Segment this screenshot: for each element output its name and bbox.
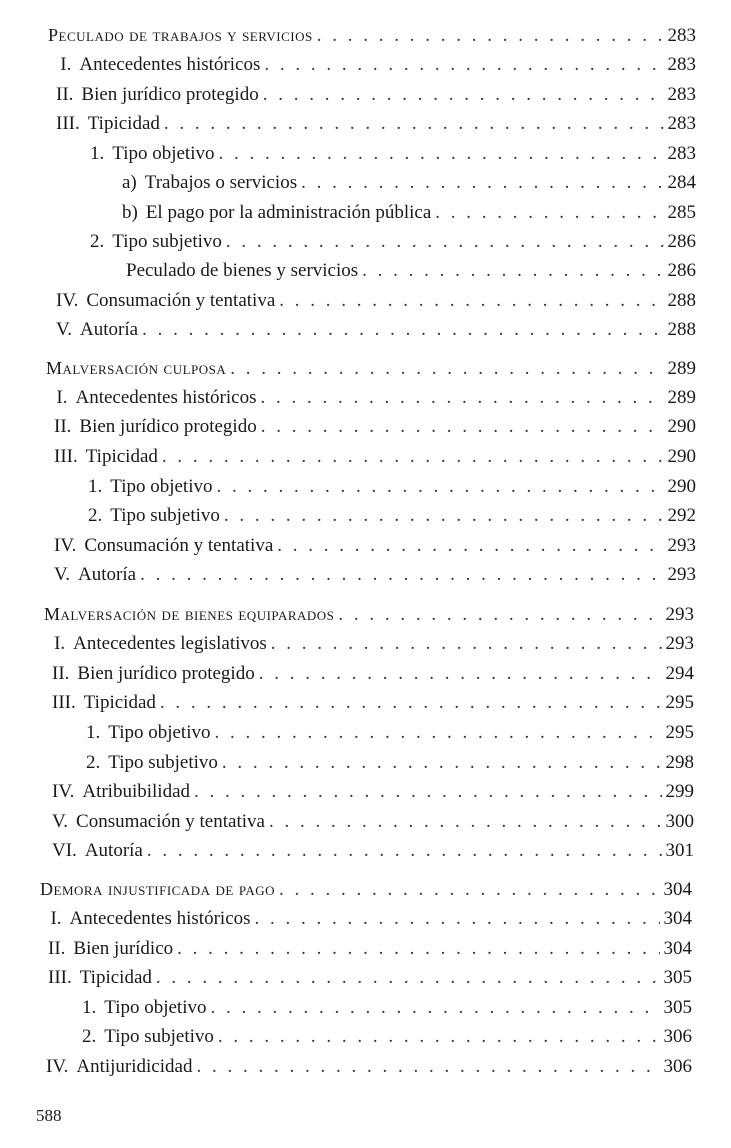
toc-entry-label: Bien jurídico protegido bbox=[81, 84, 259, 105]
toc-entry bbox=[88, 503, 696, 529]
toc-entry bbox=[56, 385, 696, 411]
toc-entry bbox=[90, 229, 696, 255]
dot-leader bbox=[215, 720, 662, 746]
toc-entry bbox=[48, 936, 692, 962]
toc-entry-number: IV. bbox=[54, 535, 77, 556]
toc-page-number: 283 bbox=[667, 84, 696, 105]
toc-page-number: 289 bbox=[667, 358, 696, 379]
toc-entry bbox=[46, 1054, 692, 1080]
toc-entry-number: 2. bbox=[86, 752, 101, 773]
dot-leader bbox=[317, 23, 664, 49]
dot-leader bbox=[162, 444, 664, 470]
toc-entry-label: Tipicidad bbox=[83, 692, 156, 713]
toc-section-heading bbox=[46, 355, 696, 381]
dot-leader bbox=[338, 602, 661, 628]
toc-page-number: 289 bbox=[667, 387, 696, 408]
toc-entry-number: II. bbox=[52, 663, 70, 684]
toc-entry-label: Malversación de bienes equiparados bbox=[44, 604, 335, 624]
toc-entry-number: V. bbox=[52, 811, 69, 832]
toc-entry bbox=[54, 631, 694, 657]
toc-entry-label: Tipo objetivo bbox=[104, 997, 207, 1018]
toc-entry bbox=[52, 690, 694, 716]
toc-entry-number: IV. bbox=[56, 290, 79, 311]
toc-page-number: 288 bbox=[667, 290, 696, 311]
toc-entry-label: Autoría bbox=[80, 319, 139, 340]
dot-leader bbox=[261, 414, 664, 440]
toc-entry bbox=[54, 533, 696, 559]
toc-entry-label: Tipicidad bbox=[85, 446, 158, 467]
toc-entry bbox=[56, 82, 696, 108]
dot-leader bbox=[219, 141, 664, 167]
toc-entry-label: Autoría bbox=[78, 564, 137, 585]
toc-page-number: 306 bbox=[663, 1056, 692, 1077]
toc-entry-number: V. bbox=[54, 564, 71, 585]
toc-page-number: 304 bbox=[663, 938, 692, 959]
toc-page-number: 293 bbox=[667, 535, 696, 556]
dot-leader bbox=[279, 877, 659, 903]
toc-entry-number: II. bbox=[56, 84, 74, 105]
toc-entry bbox=[54, 444, 696, 470]
toc-page-number: 305 bbox=[663, 997, 692, 1018]
dot-leader bbox=[211, 995, 660, 1021]
toc-page-number: 300 bbox=[665, 811, 694, 832]
toc-page-number: 290 bbox=[667, 416, 696, 437]
toc-entry-number: IV. bbox=[46, 1056, 69, 1077]
toc-page-number: 290 bbox=[667, 446, 696, 467]
toc-entry-number: b) bbox=[122, 202, 138, 223]
dot-leader bbox=[196, 1054, 659, 1080]
toc-entry-number: 2. bbox=[88, 505, 103, 526]
toc-page-number: 304 bbox=[663, 879, 692, 900]
toc-entry-number: 1. bbox=[86, 722, 101, 743]
toc-entry bbox=[88, 474, 696, 500]
toc-entry-label: Tipo objetivo bbox=[110, 476, 213, 497]
toc-entry-label: Autoría bbox=[84, 840, 143, 861]
toc-page-number: 306 bbox=[663, 1026, 692, 1047]
dot-leader bbox=[301, 170, 663, 196]
toc-entry-number: III. bbox=[54, 446, 78, 467]
toc-entry bbox=[90, 141, 696, 167]
dot-leader bbox=[177, 936, 659, 962]
dot-leader bbox=[164, 111, 664, 137]
toc-entry-label: Tipicidad bbox=[79, 967, 152, 988]
toc-entry bbox=[54, 562, 696, 588]
dot-leader bbox=[260, 385, 663, 411]
toc-entry-label: Tipicidad bbox=[87, 113, 160, 134]
dot-leader bbox=[218, 1024, 660, 1050]
toc-entry-number: I. bbox=[56, 387, 68, 408]
toc-entry bbox=[86, 720, 694, 746]
toc-entry bbox=[52, 779, 694, 805]
toc-entry-number: IV. bbox=[52, 781, 75, 802]
dot-leader bbox=[194, 779, 661, 805]
toc-page-number: 290 bbox=[667, 476, 696, 497]
toc-entry-number: III. bbox=[52, 692, 76, 713]
toc-entry bbox=[52, 809, 694, 835]
toc-entry bbox=[82, 1024, 692, 1050]
dot-leader bbox=[277, 533, 663, 559]
dot-leader bbox=[263, 82, 664, 108]
toc-entry-label: Malversación culposa bbox=[46, 358, 227, 378]
toc-entry-number: 1. bbox=[88, 476, 103, 497]
toc-entry-label: Consumación y tentativa bbox=[84, 535, 274, 556]
toc-page-number: 286 bbox=[667, 260, 696, 281]
toc-entry bbox=[54, 414, 696, 440]
toc-section-heading bbox=[48, 22, 696, 48]
toc-entry-number: 1. bbox=[90, 143, 105, 164]
dot-leader bbox=[147, 838, 662, 864]
toc-entry bbox=[82, 995, 692, 1021]
toc-page-number: 293 bbox=[667, 564, 696, 585]
toc-page-number: 294 bbox=[665, 663, 694, 684]
dot-leader bbox=[435, 200, 663, 226]
toc-page-number: 304 bbox=[663, 908, 692, 929]
toc-entry-number: II. bbox=[54, 416, 72, 437]
dot-leader bbox=[224, 503, 664, 529]
toc-page-number: 293 bbox=[665, 604, 694, 625]
toc-entry-label: Demora injustificada de pago bbox=[40, 879, 276, 899]
toc-page-number: 283 bbox=[667, 25, 696, 46]
toc-section-heading bbox=[44, 601, 694, 627]
toc-page-number: 301 bbox=[665, 840, 694, 861]
toc-entry-label: Antecedentes históricos bbox=[69, 908, 251, 929]
toc-entry-number: I. bbox=[54, 633, 66, 654]
dot-leader bbox=[271, 631, 662, 657]
toc-page-number: 305 bbox=[663, 967, 692, 988]
dot-leader bbox=[222, 750, 662, 776]
toc-entry bbox=[56, 288, 696, 314]
toc-entry-label: Antecedentes legislativos bbox=[73, 633, 267, 654]
toc-page-number: 285 bbox=[667, 202, 696, 223]
toc-entry-label: Atribuibilidad bbox=[82, 781, 191, 802]
toc-entry-number: III. bbox=[48, 967, 72, 988]
toc-entry-number: I. bbox=[60, 54, 72, 75]
toc-entry-label: Consumación y tentativa bbox=[76, 811, 265, 832]
toc-entry-number: I. bbox=[50, 908, 62, 929]
dot-leader bbox=[217, 474, 664, 500]
dot-leader bbox=[264, 52, 663, 78]
toc-entry bbox=[56, 317, 696, 343]
toc-entry bbox=[48, 965, 692, 991]
toc-entry-label: Bien jurídico bbox=[73, 938, 174, 959]
toc-entry bbox=[52, 661, 694, 687]
toc-entry-label: Peculado de bienes y servicios bbox=[126, 260, 359, 281]
toc-entry bbox=[122, 170, 696, 196]
dot-leader bbox=[142, 317, 663, 343]
toc-page-number: 283 bbox=[667, 54, 696, 75]
toc-entry-label: Trabajos o servicios bbox=[144, 172, 298, 193]
dot-leader bbox=[269, 809, 662, 835]
toc-entry-label: Antecedentes históricos bbox=[75, 387, 257, 408]
dot-leader bbox=[156, 965, 660, 991]
toc-entry-label: Tipo subjetivo bbox=[110, 505, 220, 526]
toc-entry-label: Peculado de trabajos y servicios bbox=[48, 25, 313, 45]
toc-entry bbox=[60, 52, 696, 78]
dot-leader bbox=[230, 356, 663, 382]
toc-entry-label: Bien jurídico protegido bbox=[79, 416, 257, 437]
toc-entry bbox=[56, 111, 696, 137]
toc-entry-label: El pago por la administración pública bbox=[145, 202, 432, 223]
toc-page-number: 288 bbox=[667, 319, 696, 340]
toc-entry-label: Bien jurídico protegido bbox=[77, 663, 255, 684]
toc-entry-label: Tipo subjetivo bbox=[104, 1026, 214, 1047]
toc-entry bbox=[86, 750, 694, 776]
toc-entry bbox=[52, 838, 694, 864]
toc-page-number: 295 bbox=[665, 692, 694, 713]
toc-page-number: 283 bbox=[667, 113, 696, 134]
toc-entry-label: Tipo subjetivo bbox=[112, 231, 222, 252]
toc-page-number: 295 bbox=[665, 722, 694, 743]
dot-leader bbox=[279, 288, 663, 314]
toc-entry bbox=[126, 258, 696, 284]
toc-page-number: 283 bbox=[667, 143, 696, 164]
toc-page-number: 298 bbox=[665, 752, 694, 773]
toc-entry-label: Tipo objetivo bbox=[112, 143, 215, 164]
toc-page-number: 284 bbox=[667, 172, 696, 193]
toc-entry-label: Antijuridicidad bbox=[76, 1056, 193, 1077]
toc-entry bbox=[122, 200, 696, 226]
toc-entry-number: II. bbox=[48, 938, 66, 959]
toc-entry-number: 2. bbox=[90, 231, 105, 252]
toc-entry-number: VI. bbox=[52, 840, 77, 861]
toc-page-number: 293 bbox=[665, 633, 694, 654]
toc-entry-number: 2. bbox=[82, 1026, 97, 1047]
dot-leader bbox=[362, 258, 663, 284]
toc-entry-number: 1. bbox=[82, 997, 97, 1018]
page-number-footer: 588 bbox=[36, 1106, 62, 1125]
dot-leader bbox=[160, 690, 662, 716]
toc-entry-label: Antecedentes históricos bbox=[79, 54, 261, 75]
toc-entry bbox=[50, 906, 692, 932]
toc-entry-number: V. bbox=[56, 319, 73, 340]
toc-entry-number: a) bbox=[122, 172, 137, 193]
toc-page-number: 286 bbox=[667, 231, 696, 252]
toc-page-number: 292 bbox=[667, 505, 696, 526]
toc-entry-label: Tipo subjetivo bbox=[108, 752, 218, 773]
toc-entry-number: III. bbox=[56, 113, 80, 134]
dot-leader bbox=[226, 229, 664, 255]
dot-leader bbox=[259, 661, 662, 687]
dot-leader bbox=[140, 562, 663, 588]
toc-entry-label: Tipo objetivo bbox=[108, 722, 211, 743]
dot-leader bbox=[255, 906, 660, 932]
toc-page-number: 299 bbox=[665, 781, 694, 802]
toc-entry-label: Consumación y tentativa bbox=[86, 290, 276, 311]
toc-section-heading bbox=[40, 876, 692, 902]
